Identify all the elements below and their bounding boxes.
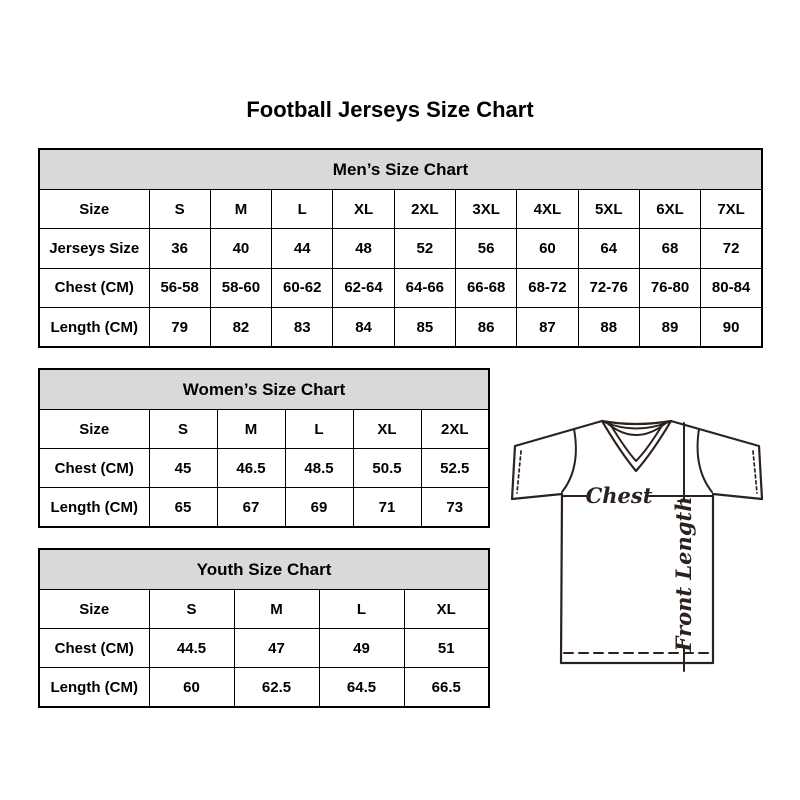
table-cell: 6XL [639, 190, 700, 229]
table-cell: 68 [639, 229, 700, 268]
table-cell: L [319, 590, 404, 629]
table-row [39, 590, 489, 629]
table-row [39, 488, 489, 527]
table-header-row [39, 149, 762, 190]
table-cell: L [285, 410, 353, 449]
table-row [39, 629, 489, 668]
table-cell: M [234, 590, 319, 629]
mens-size-table [38, 148, 763, 348]
table-cell: 72-76 [578, 268, 639, 307]
row-label: Length (CM) [39, 488, 149, 527]
row-label: Size [39, 190, 149, 229]
row-label: Length (CM) [39, 668, 149, 707]
table-cell: 66.5 [404, 668, 489, 707]
table-cell: 71 [353, 488, 421, 527]
row-label: Chest (CM) [39, 449, 149, 488]
table-cell: 73 [421, 488, 489, 527]
table-cell: 76-80 [639, 268, 700, 307]
table-cell: 3XL [455, 190, 516, 229]
table-cell: 60 [517, 229, 578, 268]
table-cell: 36 [149, 229, 210, 268]
table-cell: 52 [394, 229, 455, 268]
table-cell: 64.5 [319, 668, 404, 707]
table-cell: 67 [217, 488, 285, 527]
row-label: Length (CM) [39, 308, 149, 347]
table-cell: 83 [272, 308, 333, 347]
table-cell: 48.5 [285, 449, 353, 488]
table-cell: 64-66 [394, 268, 455, 307]
jersey-diagram-svg [505, 413, 771, 679]
table-cell: 2XL [421, 410, 489, 449]
table-cell: 68-72 [517, 268, 578, 307]
table-cell: 66-68 [455, 268, 516, 307]
table-cell: S [149, 410, 217, 449]
table-cell: 84 [333, 308, 394, 347]
table-cell: 86 [455, 308, 516, 347]
womens-size-table [38, 368, 490, 528]
table-row [39, 668, 489, 707]
table-cell: L [272, 190, 333, 229]
table-header-row [39, 549, 489, 590]
table-row [39, 229, 762, 268]
table-cell: 4XL [517, 190, 578, 229]
table-cell: 65 [149, 488, 217, 527]
table-cell: 60 [149, 668, 234, 707]
table-row [39, 410, 489, 449]
table-cell: 52.5 [421, 449, 489, 488]
table-cell: M [217, 410, 285, 449]
table-cell: 62.5 [234, 668, 319, 707]
table-cell: 69 [285, 488, 353, 527]
table-row [39, 190, 762, 229]
table-cell: 46.5 [217, 449, 285, 488]
jersey-outline [512, 421, 762, 663]
table-cell: 40 [210, 229, 271, 268]
table-cell: S [149, 590, 234, 629]
chest-label: Chest [585, 483, 653, 508]
table-cell: 49 [319, 629, 404, 668]
table-cell: 7XL [701, 190, 762, 229]
table-cell: 56 [455, 229, 516, 268]
table-cell: 58-60 [210, 268, 271, 307]
table-cell: 48 [333, 229, 394, 268]
table-cell: 82 [210, 308, 271, 347]
table-cell: XL [404, 590, 489, 629]
womens-table-title: Women’s Size Chart [39, 369, 489, 410]
jersey-diagram [505, 413, 771, 679]
table-cell: 44 [272, 229, 333, 268]
table-cell: 50.5 [353, 449, 421, 488]
table-cell: 79 [149, 308, 210, 347]
table-cell: XL [333, 190, 394, 229]
row-label: Chest (CM) [39, 268, 149, 307]
table-row [39, 449, 489, 488]
youth-size-table [38, 548, 490, 708]
table-cell: 89 [639, 308, 700, 347]
table-cell: 87 [517, 308, 578, 347]
page-title: Football Jerseys Size Chart [246, 97, 534, 122]
youth-table-title: Youth Size Chart [39, 549, 489, 590]
table-cell: 80-84 [701, 268, 762, 307]
table-cell: 88 [578, 308, 639, 347]
row-label: Jerseys Size [39, 229, 149, 268]
table-cell: 60-62 [272, 268, 333, 307]
table-cell: 62-64 [333, 268, 394, 307]
mens-table-title: Men’s Size Chart [39, 149, 762, 190]
table-cell: 51 [404, 629, 489, 668]
table-cell: 44.5 [149, 629, 234, 668]
table-cell: 47 [234, 629, 319, 668]
table-cell: M [210, 190, 271, 229]
table-cell: S [149, 190, 210, 229]
table-cell: 85 [394, 308, 455, 347]
table-cell: 64 [578, 229, 639, 268]
table-cell: 5XL [578, 190, 639, 229]
row-label: Size [39, 410, 149, 449]
table-row [39, 268, 762, 307]
table-cell: XL [353, 410, 421, 449]
front-length-label: Front Length [671, 496, 696, 652]
table-cell: 2XL [394, 190, 455, 229]
row-label: Chest (CM) [39, 629, 149, 668]
table-row [39, 308, 762, 347]
row-label: Size [39, 590, 149, 629]
table-cell: 90 [701, 308, 762, 347]
table-cell: 45 [149, 449, 217, 488]
table-header-row [39, 369, 489, 410]
table-cell: 72 [701, 229, 762, 268]
table-cell: 56-58 [149, 268, 210, 307]
